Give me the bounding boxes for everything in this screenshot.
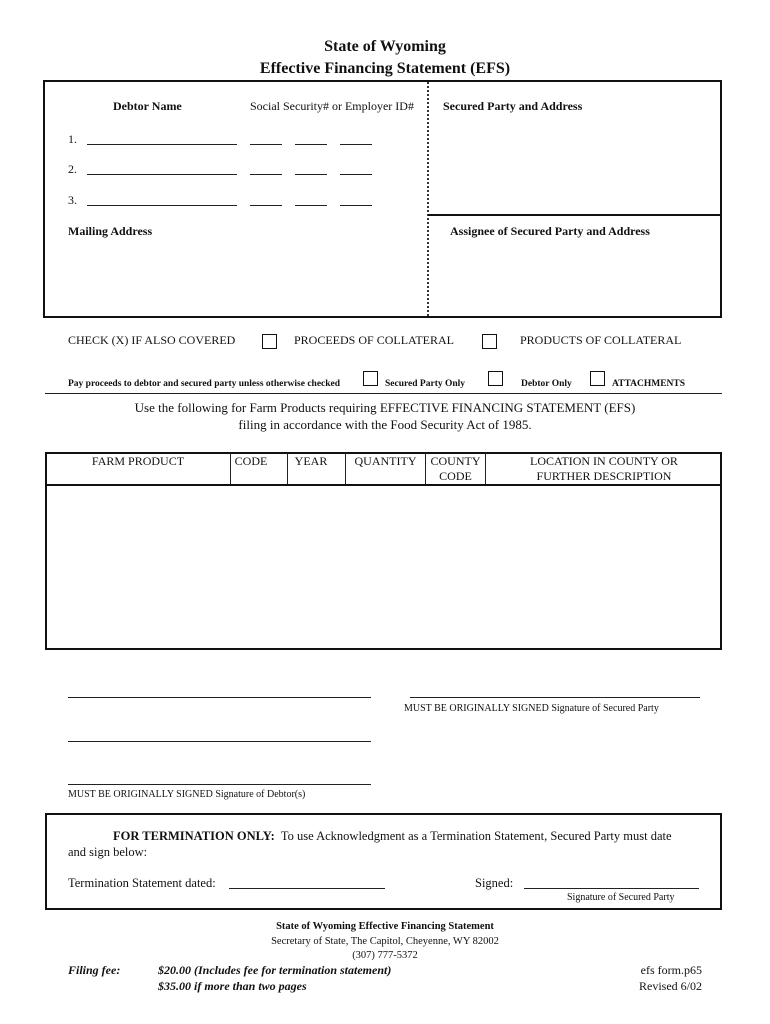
termination-signed-label: Signed: [475, 876, 514, 890]
ssn-label: Social Security# or Employer ID# [250, 99, 414, 113]
termination-line-1 [113, 829, 672, 844]
row-number-1: 1. [68, 132, 77, 146]
debtor-name-label: Debtor Name [113, 99, 182, 113]
debtor-only-label: Debtor Only [521, 379, 572, 389]
filing-fee-label: Filing fee: [68, 963, 121, 977]
attachments-checkbox[interactable] [590, 371, 605, 386]
col-county-code-1: COUNTY [430, 454, 481, 468]
farm-table-body[interactable] [47, 486, 720, 648]
secured-party-sig-text: Signature of Secured Party [551, 703, 659, 714]
ssn-field-2b[interactable] [295, 174, 327, 175]
farm-instruction-1: Use the following for Farm Products requiring EFFECTIVE FINANCING STATEMENT (EFS) [134, 400, 636, 415]
fee-line-2: $35.00 if more than two pages [158, 979, 307, 993]
col-location-1: LOCATION IN COUNTY OR [530, 454, 678, 468]
ssn-field-3b[interactable] [295, 205, 327, 206]
debtor-must-sign-bold: MUST BE ORIGINALLY SIGNED [68, 789, 213, 800]
termination-heading: FOR TERMINATION ONLY: [113, 829, 275, 843]
col-farm-product: FARM PRODUCT [91, 454, 185, 468]
row-number-3: 3. [68, 193, 77, 207]
termination-dated-label: Termination Statement dated: [68, 876, 216, 890]
col-code: CODE [234, 454, 268, 468]
ssn-field-3c[interactable] [340, 205, 372, 206]
section-divider [45, 393, 722, 394]
products-label: PRODUCTS OF COLLATERAL [520, 333, 682, 347]
col-quantity: QUANTITY [354, 454, 417, 468]
termination-sig-caption: Signature of Secured Party [567, 892, 675, 903]
footer-address: Secretary of State, The Capitol, Cheyenne, WY 82002 [271, 936, 499, 947]
secured-assignee-divider [428, 214, 721, 216]
secured-party-signature-caption [404, 703, 659, 714]
assignee-label: Assignee of Secured Party and Address [450, 224, 650, 238]
debtor-signature-caption [68, 789, 305, 800]
mailing-address-label: Mailing Address [68, 224, 153, 238]
proceeds-checkbox[interactable] [262, 334, 277, 349]
secured-party-only-label: Secured Party Only [385, 379, 466, 389]
form-id: efs form.p65 [640, 963, 702, 977]
revised-date: Revised 6/02 [639, 979, 702, 993]
debtor-only-checkbox[interactable] [488, 371, 503, 386]
footer-title: State of Wyoming Effective Financing Statement [276, 921, 494, 932]
farm-instruction-2: filing in accordance with the Food Security Act of 1985. [238, 417, 532, 432]
termination-date-field[interactable] [229, 888, 385, 889]
col-county-code-2: CODE [439, 469, 472, 483]
secured-party-label: Secured Party and Address [443, 99, 583, 113]
col-location-2: FURTHER DESCRIPTION [536, 469, 672, 483]
check-also-covered-label: CHECK (X) IF ALSO COVERED [68, 333, 236, 347]
termination-text-1: To use Acknowledgment as a Termination Statement, Secured Party must date [280, 829, 672, 843]
ssn-field-1c[interactable] [340, 144, 372, 145]
proceeds-label: PROCEEDS OF COLLATERAL [294, 333, 455, 347]
ssn-field-2a[interactable] [250, 174, 282, 175]
top-box-divider [427, 82, 429, 316]
fee-line-1: $20.00 (Includes fee for termination statement) [158, 963, 392, 977]
col-year: YEAR [294, 454, 328, 468]
ssn-field-3a[interactable] [250, 205, 282, 206]
debtor-sig-text: Signature of Debtor(s) [215, 789, 306, 800]
pay-proceeds-label: Pay proceeds to debtor and secured party unless otherwise checked [68, 379, 341, 389]
debtor-name-field-1[interactable] [87, 144, 237, 145]
attachments-label: ATTACHMENTS [612, 379, 686, 389]
ssn-field-1b[interactable] [295, 144, 327, 145]
must-sign-bold: MUST BE ORIGINALLY SIGNED [404, 703, 549, 714]
secured-party-only-checkbox[interactable] [363, 371, 378, 386]
debtor-name-field-2[interactable] [87, 174, 237, 175]
ssn-field-1a[interactable] [250, 144, 282, 145]
signature-line-left-2[interactable] [68, 741, 371, 742]
debtor-name-field-3[interactable] [87, 205, 237, 206]
form-title: Effective Financing Statement (EFS) [259, 60, 511, 77]
row-number-2: 2. [68, 162, 77, 176]
termination-text-2: and sign below: [68, 845, 148, 859]
debtor-secured-box [43, 80, 722, 318]
termination-signature-field[interactable] [524, 888, 699, 889]
ssn-field-2c[interactable] [340, 174, 372, 175]
debtor-signature-line[interactable] [68, 784, 371, 785]
form-state-title: State of Wyoming [324, 38, 446, 55]
footer-phone: (307) 777-5372 [352, 950, 418, 961]
products-checkbox[interactable] [482, 334, 497, 349]
secured-party-signature-line[interactable] [410, 697, 700, 698]
signature-line-left-1[interactable] [68, 697, 371, 698]
